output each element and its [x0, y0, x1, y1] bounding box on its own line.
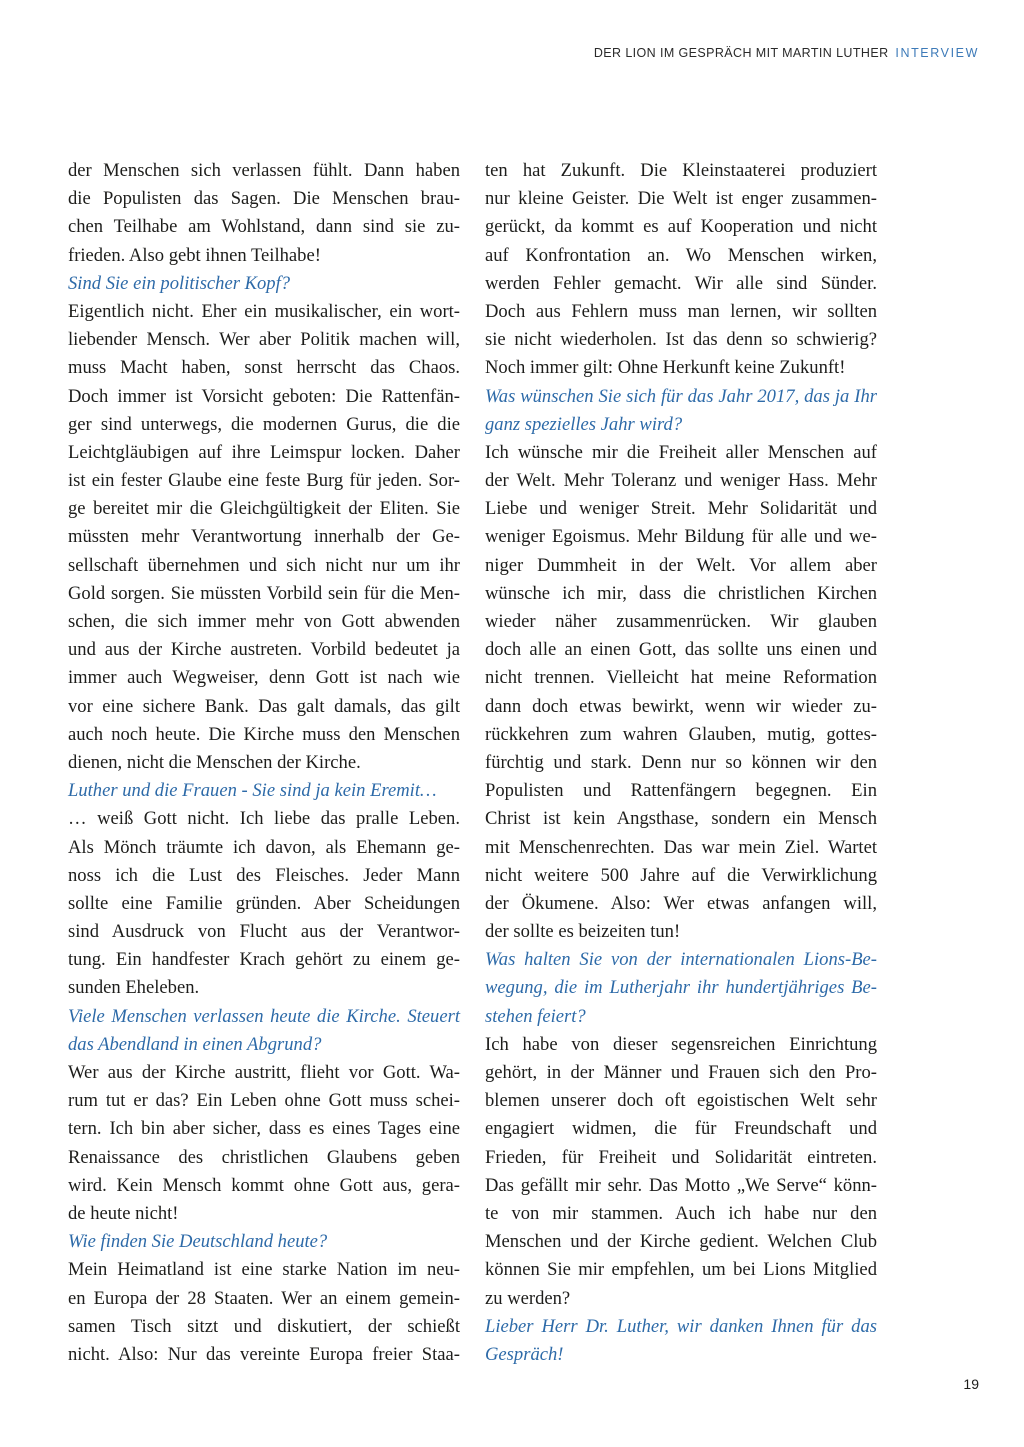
header-section: INTERVIEW [895, 46, 979, 60]
text-line: ten hat Zukunft. Die Kleinstaaterei produziert [485, 160, 877, 181]
text-line: der Welt. Mehr Toleranz und weniger Hass. Mehr [485, 470, 877, 492]
text-line: Ich habe von dieser segensreichen Einrichtung [485, 1033, 877, 1055]
text-line: zu werden? [485, 1287, 571, 1309]
interview-question: Gespräch! [485, 1343, 564, 1365]
text-line: frieden. Also gebt ihnen Teilhabe! [68, 244, 321, 266]
text-line: gehört, in der Männer und Frauen sich den Pro- [485, 1062, 877, 1083]
text-line: sellschaft übernehmen und sich nicht nur um ihr [68, 554, 460, 576]
text-line: wieder näher zusammenrücken. Wir glauben [485, 611, 877, 632]
interview-question: Was wünschen Sie sich für das Jahr 2017, das ja Ihr [485, 385, 877, 407]
text-line: ge bereitet mir die Gleichgültigkeit der Eliten. Sie [68, 498, 460, 520]
text-line: Ich wünsche mir die Freiheit aller Menschen auf [485, 441, 877, 463]
text-line: Doch aus Fehlern muss man lernen, wir sollten [485, 300, 877, 322]
text-line: Frieden, für Freiheit und Solidarität eintreten. [485, 1146, 877, 1168]
text-line: te von mir stammen. Auch ich habe nur den [485, 1202, 877, 1224]
text-line: engagiert widmen, die für Freundschaft und [485, 1118, 877, 1140]
text-line: sollte eine Familie gründen. Aber Scheidungen [68, 892, 460, 914]
text-line: gerückt, da kommt es auf Kooperation und nicht [485, 216, 877, 238]
text-line: Populisten und Rattenfängern begegnen. Ein [485, 780, 877, 802]
text-line: doch alle an einen Gott, das sollte uns einen und [485, 639, 877, 661]
text-line: ist ein fester Glaube eine feste Burg für jeden. Sor- [68, 470, 460, 492]
text-line: samen Tisch sitzt und diskutiert, der schießt [68, 1315, 460, 1337]
interview-question: Lieber Herr Dr. Luther, wir danken Ihnen für das [485, 1315, 877, 1337]
text-line: auch noch heute. Die Kirche muss den Menschen [68, 723, 460, 745]
text-line: und aus der Kirche austreten. Vorbild bedeutet ja [68, 639, 460, 661]
text-line: liebender Mensch. Wer aber Politik machen will, [68, 329, 460, 351]
text-line: chen Teilhabe am Wohlstand, dann sind sie zu- [68, 216, 460, 238]
running-header [594, 46, 979, 60]
text-line: können Sie mir empfehlen, um bei Lions Mitglied [485, 1259, 877, 1281]
text-line: Noch immer gilt: Ohne Herkunft keine Zukunft! [485, 357, 846, 379]
text-line: rückkehren zum wahren Glauben, mutig, gottes- [485, 723, 877, 745]
interview-question: das Abendland in einen Abgrund? [68, 1033, 322, 1055]
text-line: fürchtig und stark. Denn nur so können wir den [485, 751, 877, 773]
text-line: ger sind unterwegs, die modernen Gurus, die die [68, 413, 460, 435]
text-line: tern. Ich bin aber sicher, dass es eines Tages eine [68, 1118, 460, 1140]
text-line: tung. Ein handfester Krach gehört zu einem ge- [68, 949, 460, 971]
text-line: nicht weitere 500 Jahre auf die Verwirklichung [485, 864, 877, 886]
interview-question: Luther und die Frauen - Sie sind ja kein Eremit… [68, 780, 437, 802]
text-line: Liebe und weniger Streit. Mehr Solidarität und [485, 498, 877, 520]
text-line: dann doch etwas bewirkt, wenn wir wieder zu- [485, 695, 877, 717]
text-line: blemen unserer doch oft egoistischen Welt sehr [485, 1090, 877, 1112]
text-line: weniger Egoismus. Mehr Bildung für alle und we- [485, 526, 877, 548]
text-line: nicht trennen. Vielleicht hat meine Reformation [485, 667, 877, 689]
text-line: Christ ist kein Angsthase, sondern ein Mensch [485, 808, 877, 830]
text-line: Menschen und der Kirche gedient. Welchen Club [485, 1231, 877, 1253]
header-title: DER LION IM GESPRÄCH MIT MARTIN LUTHER [593, 46, 889, 60]
text-line: auf Konfrontation an. Wo Menschen wirken, [485, 244, 877, 266]
text-line: die Populisten das Sagen. Die Menschen brau- [68, 188, 460, 210]
text-line: Leichtgläubigen auf ihre Leimspur locken. Daher [68, 441, 460, 463]
interview-question: Wie finden Sie Deutschland heute? [68, 1231, 328, 1253]
text-line: … weiß Gott nicht. Ich liebe das pralle Leben. [68, 808, 460, 830]
text-line: Doch immer ist Vorsicht geboten: Die Rattenfän- [68, 385, 460, 407]
text-line: werden Fehler gemacht. Wir alle sind Sünder. [485, 272, 877, 294]
interview-question: stehen feiert? [485, 1005, 586, 1027]
text-line: nur kleine Geister. Die Welt ist enger zusammen- [485, 188, 877, 210]
text-line: Eigentlich nicht. Eher ein musikalischer, ein wort- [68, 300, 460, 322]
interview-question: ganz spezielles Jahr wird? [485, 413, 683, 435]
text-line: sie nicht wiederholen. Ist das denn so schwierig? [485, 329, 877, 351]
text-line: schen, die sich immer mehr von Gott abwenden [68, 611, 460, 632]
text-line: müssten mehr Verantwortung innerhalb der Ge- [68, 526, 460, 548]
text-line: der Ökumene. Also: Wer etwas anfangen will, [485, 892, 877, 914]
interview-question: Sind Sie ein politischer Kopf? [68, 272, 291, 294]
text-line: wird. Kein Mensch kommt ohne Gott aus, gera- [68, 1174, 460, 1196]
page-number: 19 [963, 1376, 979, 1392]
text-line: der sollte es beizeiten tun! [485, 921, 681, 943]
text-line: wünsche ich mir, dass die christlichen Kirchen [485, 582, 877, 604]
text-line: niger Dummheit in der Welt. Vor allem aber [485, 554, 877, 576]
text-line: Gold sorgen. Sie müssten Vorbild sein für die Men- [68, 582, 460, 604]
text-line: vor eine sichere Bank. Das galt damals, das gilt [68, 695, 460, 717]
text-line: noss ich die Lust des Fleisches. Jeder Mann [68, 864, 460, 886]
text-line: rum tut er das? Ein Leben ohne Gott muss schei- [68, 1090, 460, 1112]
interview-question: wegung, die im Lutherjahr ihr hundertjähriges Be- [485, 977, 877, 999]
text-line: de heute nicht! [68, 1202, 179, 1224]
text-line: Das gefällt mir sehr. Das Motto „We Serve“ könn- [485, 1174, 877, 1196]
text-line: dienen, nicht die Menschen der Kirche. [68, 751, 361, 773]
text-line: Renaissance des christlichen Glaubens geben [68, 1146, 460, 1168]
left-column [68, 157, 460, 1369]
text-line: Mein Heimatland ist eine starke Nation im neu- [68, 1259, 460, 1281]
text-line: der Menschen sich verlassen fühlt. Dann haben [68, 160, 460, 181]
text-line: nicht. Also: Nur das vereinte Europa freier Staa- [68, 1343, 460, 1365]
text-line: mit Menschenrechten. Das war mein Ziel. Wartet [485, 836, 877, 858]
right-column [485, 157, 877, 1369]
text-line: immer auch Wegweiser, denn Gott ist nach wie [68, 667, 460, 689]
text-line: sunden Eheleben. [68, 977, 200, 999]
text-line: Wer aus der Kirche austritt, flieht vor Gott. Wa- [68, 1062, 460, 1083]
interview-question: Was halten Sie von der internationalen Lions-Be- [485, 949, 877, 971]
text-line: sind Ausdruck von Flucht aus der Verantwor- [68, 921, 460, 943]
text-line: en Europa der 28 Staaten. Wer an einem gemein- [68, 1287, 460, 1309]
text-line: Als Mönch träumte ich davon, als Ehemann ge- [68, 836, 460, 858]
interview-question: Viele Menschen verlassen heute die Kirche. Steuert [68, 1005, 460, 1027]
text-line: muss Macht haben, sonst herrscht das Chaos. [68, 357, 460, 379]
